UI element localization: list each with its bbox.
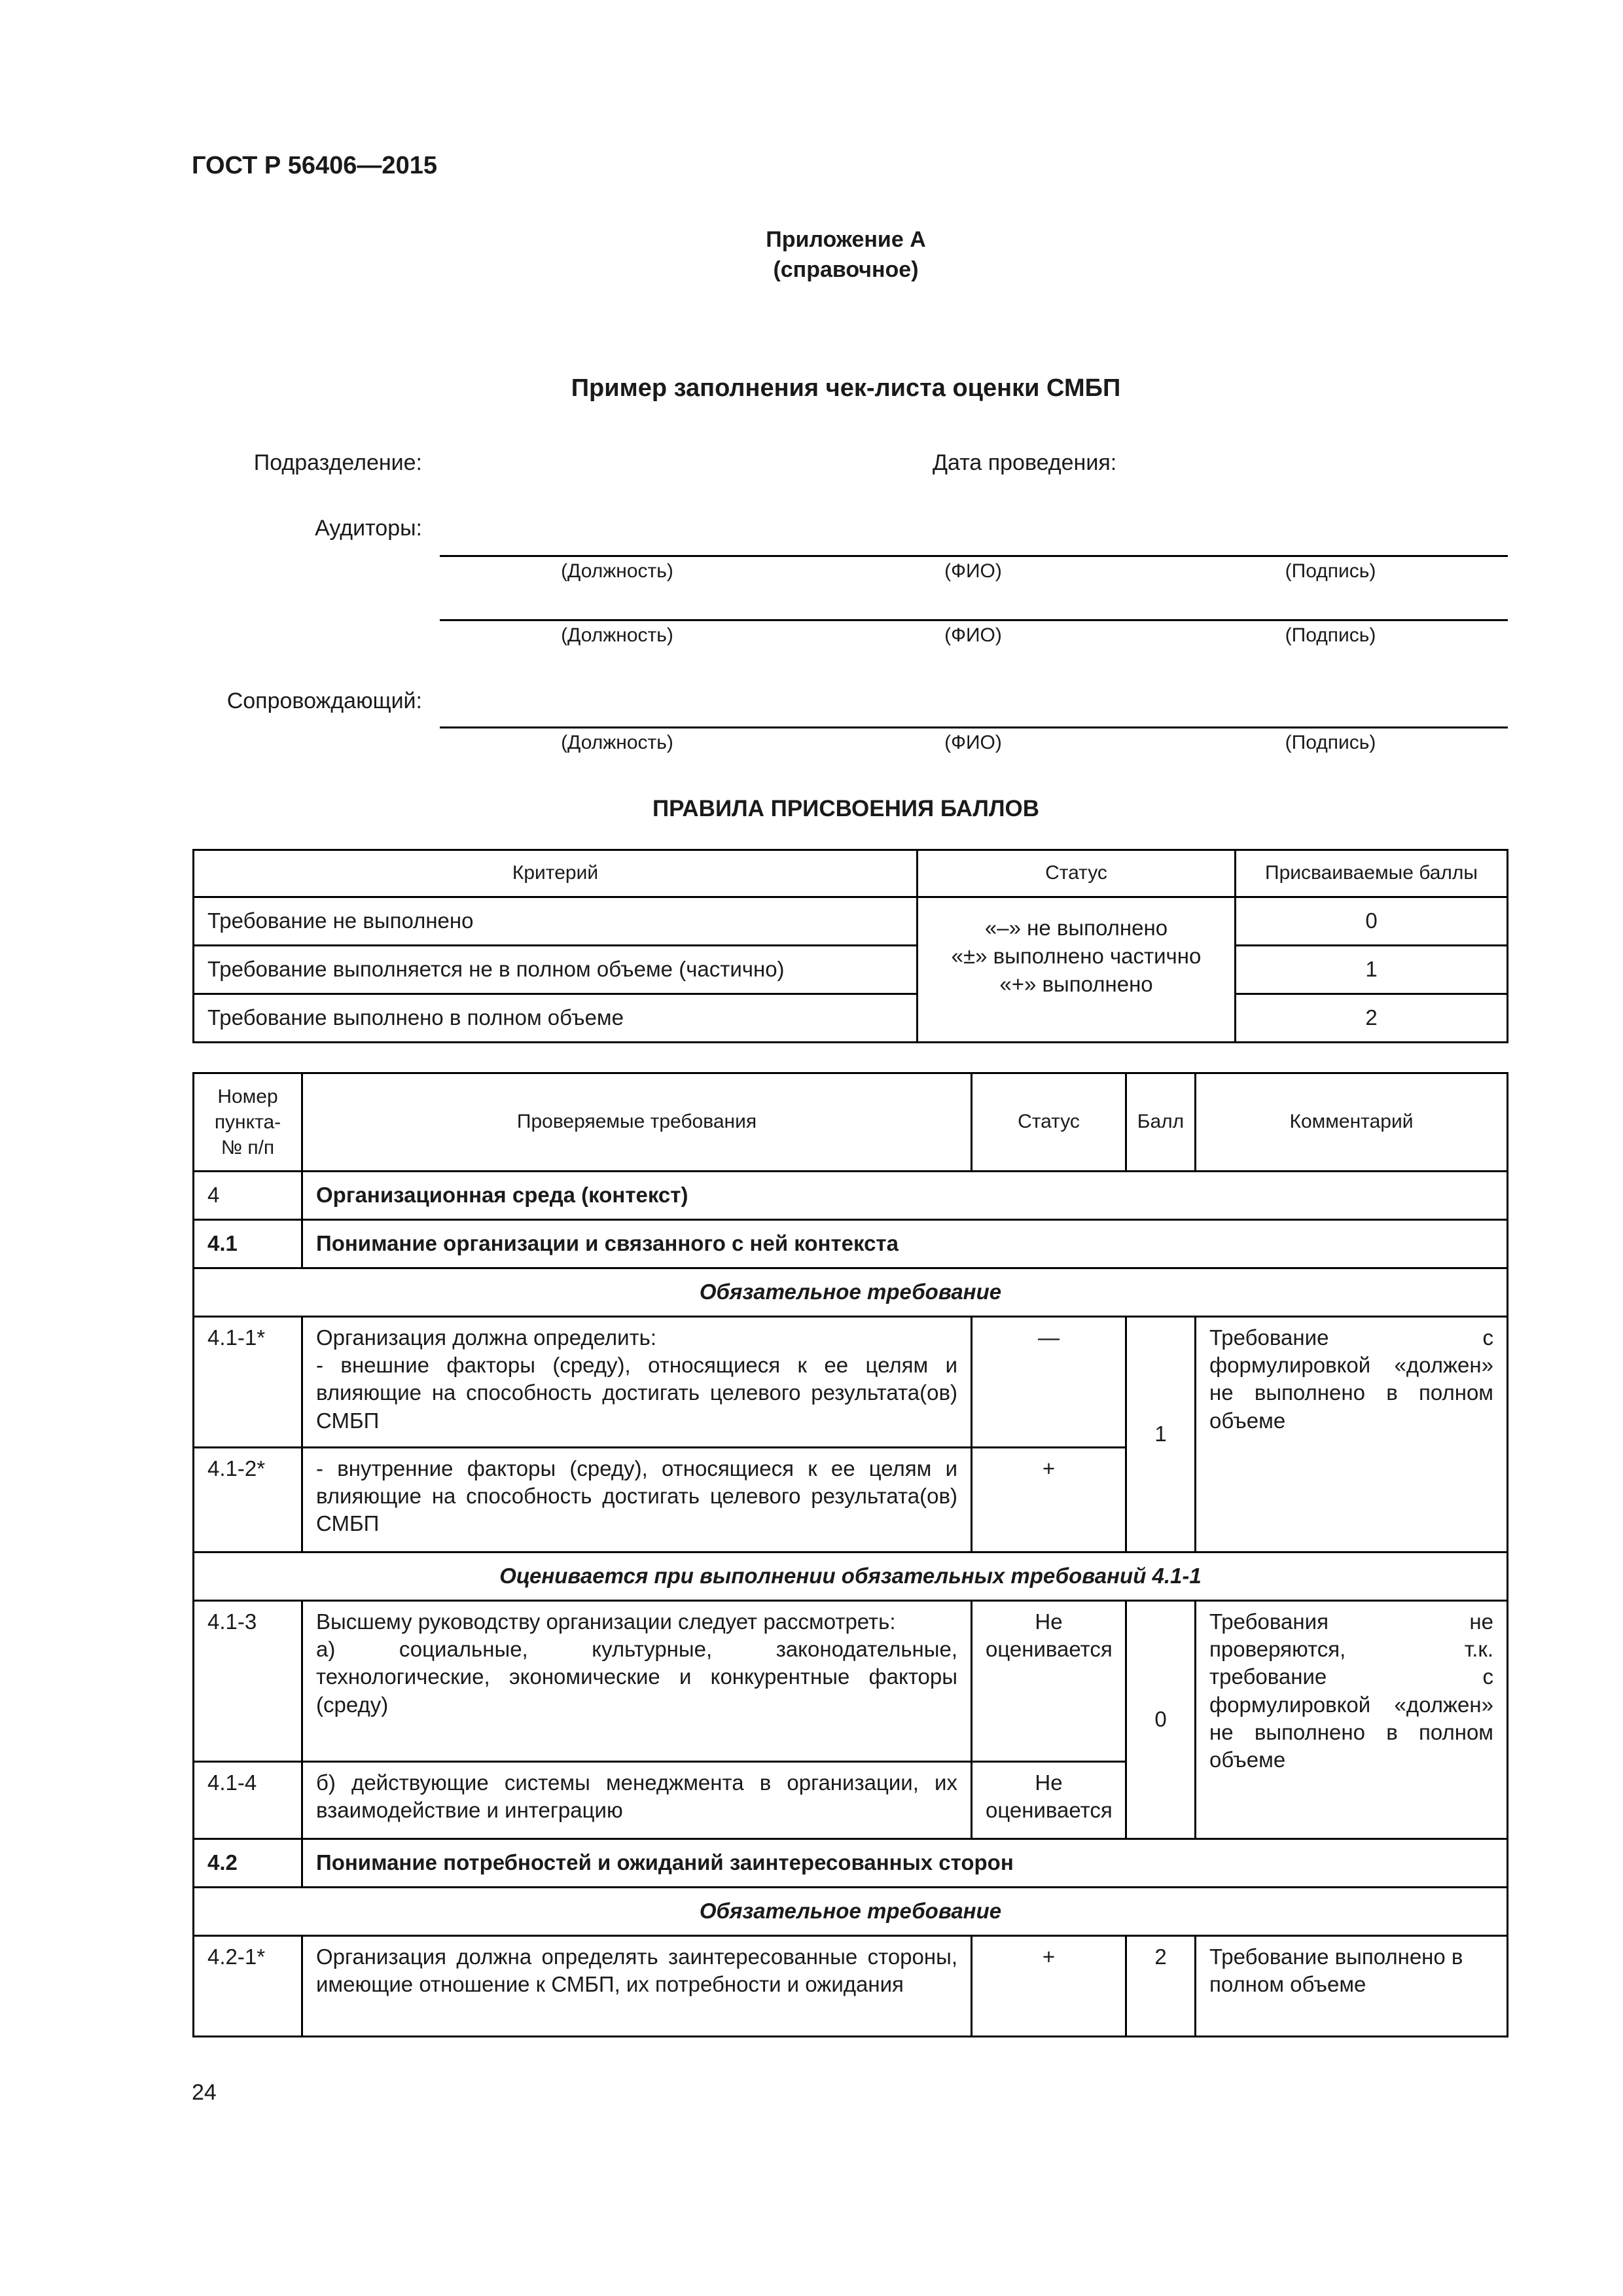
appendix-subtitle: (справочное): [773, 257, 919, 282]
escort-signature-caption: (Подпись): [1285, 732, 1376, 753]
subdivision-label: Подразделение:: [253, 450, 422, 475]
requirement-text-line: - внешние факторы (среду), относящиеся к ее целям и влияющие на способность достигать целевого результата(ов) СМБП: [316, 1353, 957, 1433]
auditor-1-position-caption: (Должность): [561, 560, 673, 582]
requirement-number: 4.2-1*: [194, 1936, 302, 2037]
escort-signature-line: [440, 726, 1508, 728]
auditor-2-signature-line: [440, 619, 1508, 621]
rules-points: 1: [1236, 946, 1508, 994]
requirement-comment: Требования не проверяются, т.к. требование с формулировкой «должен» не выполнено в полном объеме: [1196, 1601, 1508, 1839]
auditor-1-name-caption: (ФИО): [944, 560, 1002, 582]
rules-criterion: Требование не выполнено: [194, 897, 918, 946]
requirement-comment: Требование с формулировкой «должен» не выполнено в полном объеме: [1196, 1317, 1508, 1552]
evaluation-note: Оценивается при выполнении обязательных требований 4.1-1: [194, 1552, 1508, 1601]
date-label: Дата проведения:: [933, 450, 1117, 475]
rules-header-criterion: Критерий: [194, 850, 918, 897]
requirement-text: б) действующие системы менеджмента в организации, их взаимодействие и интеграцию: [302, 1762, 972, 1839]
rules-table: [192, 849, 1508, 1043]
subsection-number: 4.2: [194, 1839, 302, 1888]
requirement-text: Организация должна определять заинтересованные стороны, имеющие отношение к СМБП, их потребности и ожидания: [302, 1936, 972, 2037]
header-number: [194, 1073, 302, 1172]
requirement-text: [302, 1317, 972, 1448]
rules-criterion: Требование выполняется не в полном объеме (частично): [194, 946, 918, 994]
requirement-status: Не оценивается: [972, 1601, 1126, 1762]
header-comment: Комментарий: [1196, 1073, 1508, 1172]
requirement-text-line: Организация должна определить:: [316, 1325, 657, 1350]
escort-label: Сопровождающий:: [226, 689, 422, 713]
requirement-score: 2: [1126, 1936, 1196, 2037]
document-code: ГОСТ Р 56406—2015: [192, 152, 437, 179]
requirement-score: 1: [1126, 1317, 1196, 1552]
requirement-text-line: Высшему руководству организации следует рассмотреть:: [316, 1609, 896, 1634]
subsection-title: Понимание организации и связанного с ней контекста: [302, 1220, 1508, 1268]
rules-title: ПРАВИЛА ПРИСВОЕНИЯ БАЛЛОВ: [652, 796, 1040, 821]
rules-points: 2: [1236, 994, 1508, 1043]
subsection-number: 4.1: [194, 1220, 302, 1268]
mandatory-row: [194, 1268, 1508, 1317]
escort-name-caption: (ФИО): [944, 732, 1002, 753]
requirement-row: [194, 1936, 1508, 2037]
subsection-title: Понимание потребностей и ожиданий заинтересованных сторон: [302, 1839, 1508, 1888]
requirement-row: [194, 1601, 1508, 1762]
requirement-text: [302, 1601, 972, 1762]
page-title: Пример заполнения чек-листа оценки СМБП: [571, 374, 1121, 402]
requirement-number: 4.1-1*: [194, 1317, 302, 1448]
header-number-line: Номер: [217, 1086, 278, 1107]
rules-criterion: Требование выполнено в полном объеме: [194, 994, 918, 1043]
auditors-label: Аудиторы:: [315, 516, 422, 541]
header-requirements: Проверяемые требования: [302, 1073, 972, 1172]
requirement-number: 4.1-2*: [194, 1448, 302, 1552]
requirement-number: 4.1-3: [194, 1601, 302, 1762]
auditor-1-signature-caption: (Подпись): [1285, 560, 1376, 582]
checklist-table: [192, 1072, 1508, 2037]
rules-row: [194, 897, 1508, 946]
requirement-text-line: а) социальные, культурные, законодательные, технологические, экономические и конкурентные факторы (среду): [316, 1637, 957, 1717]
auditor-2-signature-caption: (Подпись): [1285, 624, 1376, 646]
rules-status-cell: [918, 897, 1236, 1043]
requirement-status: +: [972, 1936, 1126, 2037]
evaluation-note-row: [194, 1552, 1508, 1601]
requirement-status: Не оценивается: [972, 1762, 1126, 1839]
subsection-row: [194, 1220, 1508, 1268]
appendix-title: Приложение А: [766, 227, 926, 252]
rules-status-line: «±» выполнено частично: [951, 944, 1202, 969]
header-status: Статус: [972, 1073, 1126, 1172]
escort-position-caption: (Должность): [561, 732, 673, 753]
rules-points: 0: [1236, 897, 1508, 946]
requirement-row: [194, 1317, 1508, 1448]
header-number-line: пункта-: [214, 1111, 281, 1133]
mandatory-row: [194, 1888, 1508, 1936]
requirement-comment: Требование выполнено в полном объеме: [1196, 1936, 1508, 2037]
rules-header-status: Статус: [918, 850, 1236, 897]
rules-row: [194, 946, 1508, 994]
section-number: 4: [194, 1172, 302, 1220]
checklist-header-row: [194, 1073, 1508, 1172]
rules-row: [194, 994, 1508, 1043]
requirement-status: —: [972, 1317, 1126, 1448]
rules-header-points: Присваиваемые баллы: [1236, 850, 1508, 897]
header-number-line: № п/п: [221, 1137, 275, 1158]
auditor-2-position-caption: (Должность): [561, 624, 673, 646]
rules-header-row: [194, 850, 1508, 897]
requirement-status: +: [972, 1448, 1126, 1552]
auditor-2-name-caption: (ФИО): [944, 624, 1002, 646]
page-number: 24: [192, 2080, 217, 2105]
requirement-number: 4.1-4: [194, 1762, 302, 1839]
rules-status-line: «+» выполнено: [999, 971, 1153, 996]
header-score: Балл: [1126, 1073, 1196, 1172]
section-title: Организационная среда (контекст): [302, 1172, 1508, 1220]
mandatory-requirement-label: Обязательное требование: [194, 1268, 1508, 1317]
requirement-text: - внутренние факторы (среду), относящиеся к ее целям и влияющие на способность достигать целевого результата(ов) СМБП: [302, 1448, 972, 1552]
auditor-1-signature-line: [440, 555, 1508, 557]
mandatory-requirement-label: Обязательное требование: [194, 1888, 1508, 1936]
subsection-row: [194, 1839, 1508, 1888]
requirement-score: 0: [1126, 1601, 1196, 1839]
section-row: [194, 1172, 1508, 1220]
rules-status-line: «–» не выполнено: [984, 916, 1168, 941]
